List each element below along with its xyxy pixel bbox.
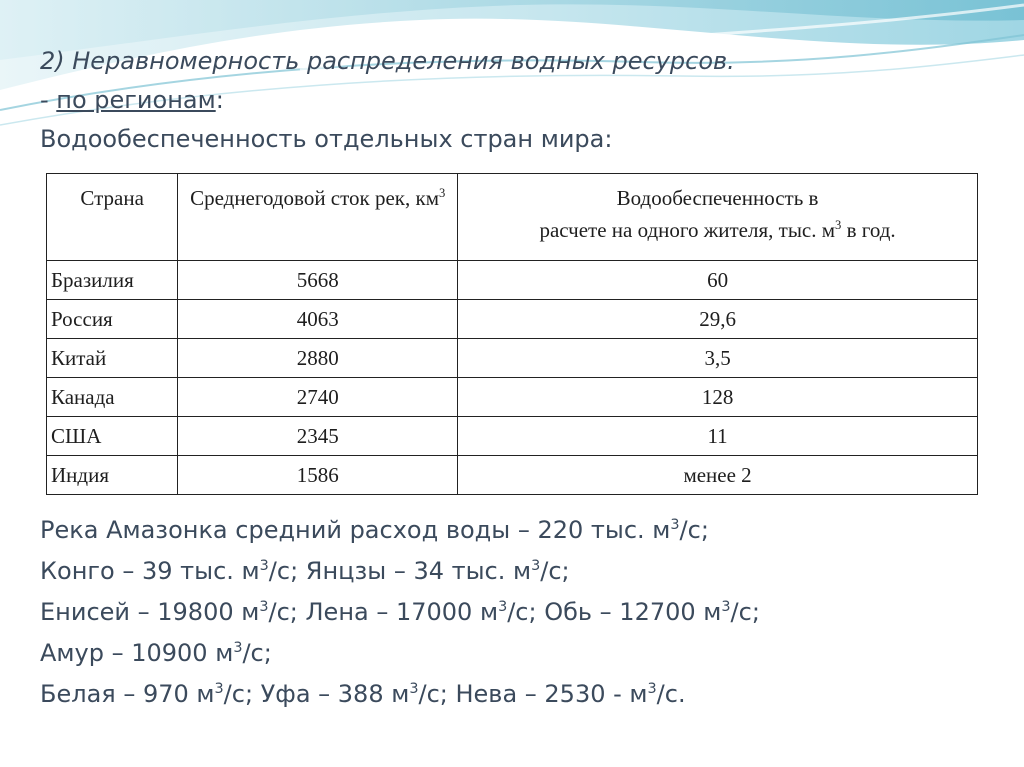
fact-line-belaya-ufa-neva: Белая – 970 $м^3/с$; Уфа – 388 $м^3/с$; Нева – $2530 - м^3/с$. [40, 680, 686, 708]
cell-country: Россия [47, 300, 178, 339]
fact-line-amur: Амур – 10900 $м^3/с$; [40, 639, 272, 667]
cell-runoff: 5668 [178, 261, 458, 300]
cell-runoff: 1586 [178, 456, 458, 495]
cell-country: Канада [47, 378, 178, 417]
water-supply-table [46, 173, 978, 495]
cell-supply: 11 [458, 417, 978, 456]
heading-line-1: 2) Неравномерность распределения водных ресурсов. [40, 47, 735, 75]
cell-country: Китай [47, 339, 178, 378]
cell-runoff: 2880 [178, 339, 458, 378]
cell-runoff: 4063 [178, 300, 458, 339]
cell-supply: менее 2 [458, 456, 978, 495]
cell-country: Индия [47, 456, 178, 495]
river-discharge-facts [40, 510, 1000, 715]
heading-line-2-suffix: : [215, 86, 224, 114]
table-row [47, 300, 978, 339]
fact-line-congo-yangtze: Конго – 39 тыс. $м^3/с$; Янцзы – 34 тыс. $м^3/с$; [40, 557, 570, 585]
cell-supply: 29,6 [458, 300, 978, 339]
table-header-row [47, 174, 978, 261]
cell-supply: 3,5 [458, 339, 978, 378]
slide-heading [40, 42, 1000, 159]
table-row [47, 378, 978, 417]
table-row [47, 417, 978, 456]
heading-line-2 [40, 81, 1000, 120]
fact-line-yenisei-lena-ob: Енисей – 19800 $м^3/с$; Лена – 17000 $м^3/с$; Обь – 12700 $м^3/с$; [40, 598, 760, 626]
fact-line-amazon: Река Амазонка средний расход воды – 220 тыс. $м^3/с$; [40, 516, 709, 544]
cell-supply: 128 [458, 378, 978, 417]
heading-line-3: Водообеспеченность отдельных стран мира: [40, 125, 613, 153]
table-row [47, 339, 978, 378]
table-row [47, 456, 978, 495]
header-country: Страна [47, 174, 178, 261]
cell-supply: 60 [458, 261, 978, 300]
header-runoff: Среднегодовой сток рек, $км^3$ [178, 174, 458, 261]
cell-country: Бразилия [47, 261, 178, 300]
cell-country: США [47, 417, 178, 456]
header-supply: Водообеспеченность в расчете на одного жителя, тыс. $м^3$ в год. [458, 174, 978, 261]
heading-line-2-prefix: - [40, 86, 57, 114]
cell-runoff: 2345 [178, 417, 458, 456]
cell-runoff: 2740 [178, 378, 458, 417]
table-row [47, 261, 978, 300]
regions-link[interactable]: по регионам [56, 86, 216, 114]
